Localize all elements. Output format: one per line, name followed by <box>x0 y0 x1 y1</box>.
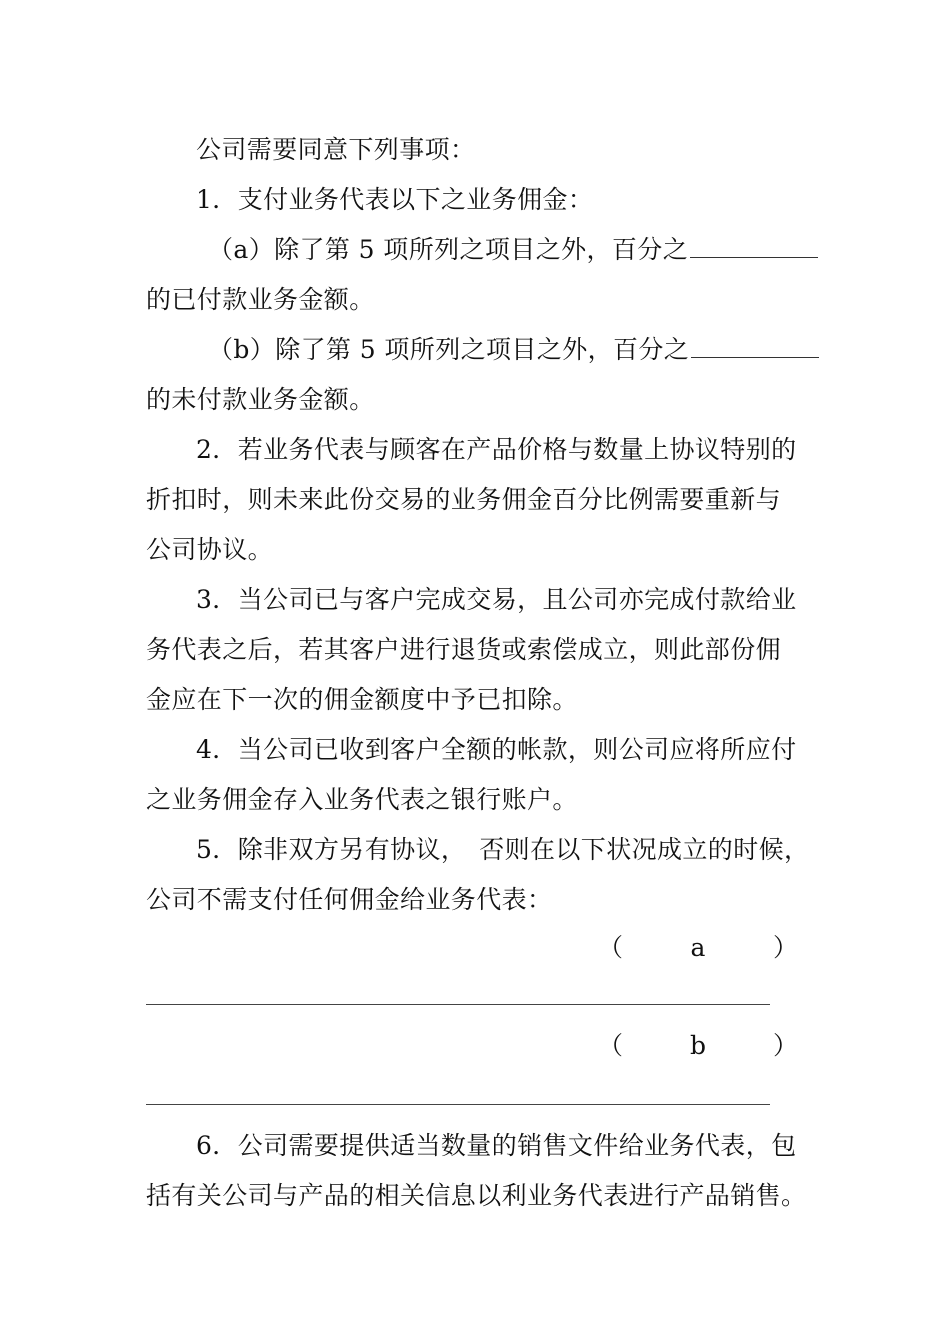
intro-line: 公司需要同意下列事项： <box>196 135 476 164</box>
percentage-blank-b <box>691 335 819 358</box>
item-b-letter: b <box>689 1031 706 1060</box>
item-b-label <box>598 1030 798 1062</box>
item-b-blank-line <box>146 1104 770 1105</box>
clause-1a-text: （a）除了第 5 项所列之项目之外，百分之 <box>208 235 689 264</box>
clause-3-line-1: 3．当公司已与客户完成交易，且公司亦完成付款给业 <box>196 585 797 614</box>
clause-5-line-1: 5．除非双方另有协议， 否则在以下状况成立的时候， <box>196 835 810 864</box>
item-b-open-paren: （ <box>598 1031 624 1060</box>
clause-3-line-2: 务代表之后，若其客户进行退货或索偿成立，则此部份佣 <box>146 635 782 664</box>
clause-1b-line <box>208 334 819 366</box>
clause-5-line-2: 公司不需支付任何佣金给业务代表： <box>146 885 553 914</box>
clause-4-line-1: 4．当公司已收到客户全额的帐款，则公司应将所应付 <box>196 735 797 764</box>
clause-4-line-2: 之业务佣金存入业务代表之银行账户。 <box>146 785 578 814</box>
item-b-close-paren: ） <box>772 1031 798 1060</box>
item-a-close-paren: ） <box>772 933 798 962</box>
item-a-letter: a <box>690 933 706 962</box>
clause-2-line-3: 公司协议。 <box>146 535 274 564</box>
item-a-open-paren: （ <box>598 933 624 962</box>
item-a-blank-line <box>146 1004 770 1005</box>
clause-2-line-1: 2．若业务代表与顾客在产品价格与数量上协议特别的 <box>196 435 797 464</box>
clause-1b-cont: 的未付款业务金额。 <box>146 385 375 414</box>
clause-1a-cont: 的已付款业务金额。 <box>146 285 375 314</box>
clause-1a-line <box>208 234 818 266</box>
clause-3-line-3: 金应在下一次的佣金额度中予已扣除。 <box>146 685 578 714</box>
percentage-blank-a <box>690 235 818 258</box>
clause-1b-text: （b）除了第 5 项所列之项目之外，百分之 <box>208 335 690 364</box>
item-a-label <box>598 932 798 964</box>
clause-2-line-2: 折扣时，则未来此份交易的业务佣金百分比例需要重新与 <box>146 485 782 514</box>
clause-6-line-2: 括有关公司与产品的相关信息以利业务代表进行产品销售。 <box>146 1181 807 1210</box>
clause-1-heading: 1．支付业务代表以下之业务佣金： <box>196 185 594 214</box>
clause-6-line-1: 6．公司需要提供适当数量的销售文件给业务代表，包 <box>196 1131 797 1160</box>
